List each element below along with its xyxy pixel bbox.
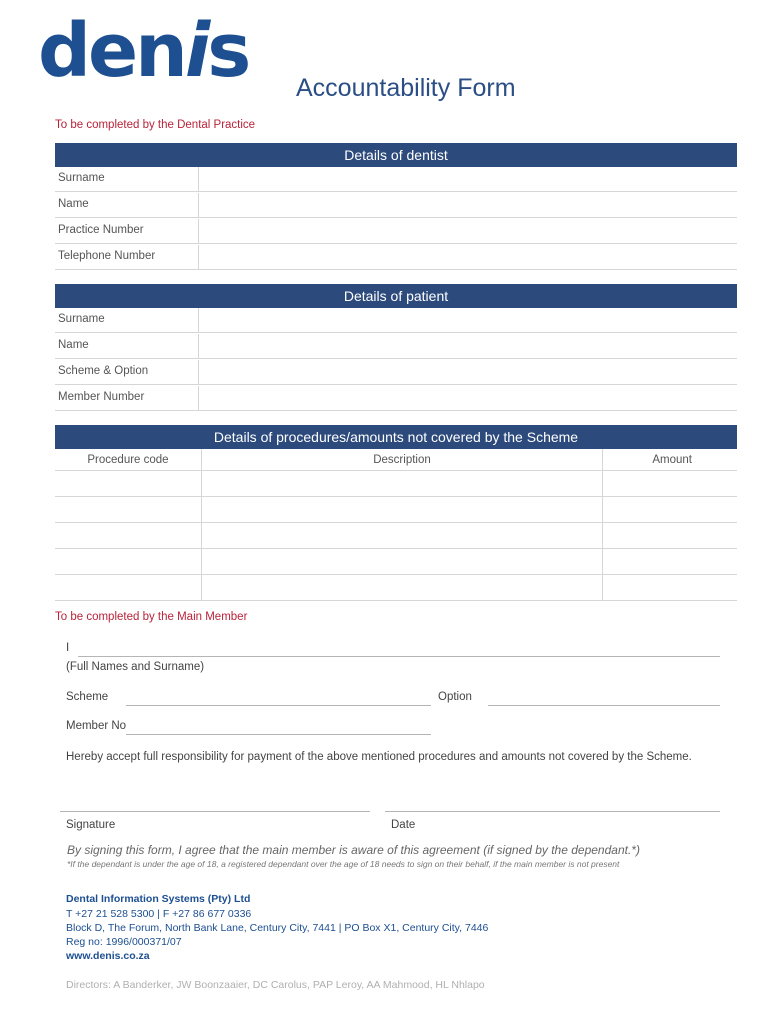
col-amount: Amount: [603, 449, 738, 471]
date-line[interactable]: [385, 811, 720, 812]
procedure-code-cell[interactable]: [55, 549, 202, 575]
description-cell[interactable]: [202, 523, 603, 549]
description-cell[interactable]: [202, 471, 603, 497]
field-label: Name: [58, 339, 89, 351]
scheme-label: Scheme: [66, 691, 109, 703]
company-website-link[interactable]: www.denis.co.za: [66, 950, 150, 962]
amount-cell[interactable]: [603, 575, 738, 601]
field-label: Telephone Number: [58, 250, 156, 262]
amount-cell[interactable]: [603, 549, 738, 575]
acceptance-text: Hereby accept full responsibility for payment of the above mentioned procedures and amounts not covered by the Scheme.: [66, 751, 692, 763]
patient-section-header: Details of patient: [55, 284, 737, 308]
form-title: Accountability Form: [296, 74, 516, 102]
full-names-label: (Full Names and Surname): [66, 661, 205, 673]
dentist-section-header: Details of dentist: [55, 143, 737, 167]
patient-name-row[interactable]: [55, 334, 737, 359]
field-label: Surname: [58, 172, 105, 184]
patient-surname-row[interactable]: [55, 308, 737, 333]
agreement-statement: By signing this form, I agree that the main member is aware of this agreement (if signed by the dependant.*): [67, 843, 640, 857]
i-label: I: [66, 642, 70, 654]
description-cell[interactable]: [202, 497, 603, 523]
date-label: Date: [391, 819, 416, 831]
dentist-name-row[interactable]: [55, 193, 737, 218]
company-reg: Reg no: 1996/000371/07: [66, 936, 182, 948]
dentist-surname-row[interactable]: [55, 167, 737, 192]
directors-list: Directors: A Banderker, JW Boonzaaier, DC Carolus, PAP Leroy, AA Mahmood, HL Nhlapo: [66, 979, 485, 991]
option-label: Option: [438, 691, 472, 703]
company-name: Dental Information Systems (Pty) Ltd: [66, 893, 251, 905]
procedure-code-cell[interactable]: [55, 523, 202, 549]
procedure-code-cell[interactable]: [55, 497, 202, 523]
patient-member-number-row[interactable]: [55, 386, 737, 411]
table-row: [55, 497, 737, 523]
table-row: [55, 575, 737, 601]
scheme-line[interactable]: [126, 705, 431, 706]
field-label: Member Number: [58, 391, 145, 403]
denis-logo: denis: [38, 8, 249, 94]
table-row: [55, 471, 737, 497]
company-address: Block D, The Forum, North Bank Lane, Century City, 7441 | PO Box X1, Century City, 7446: [66, 922, 489, 934]
amount-cell[interactable]: [603, 471, 738, 497]
dependant-footnote: *If the dependant is under the age of 18, a registered dependant over the age of 18 needs to sign on their behalf, if the main member is not present: [67, 859, 620, 869]
procedures-table: [55, 449, 737, 601]
dentist-telephone-row[interactable]: [55, 245, 737, 270]
description-cell[interactable]: [202, 549, 603, 575]
col-description: Description: [202, 449, 603, 471]
field-label: Practice Number: [58, 224, 144, 236]
table-row: [55, 549, 737, 575]
amount-cell[interactable]: [603, 497, 738, 523]
member-no-line[interactable]: [126, 734, 431, 735]
patient-scheme-row[interactable]: [55, 360, 737, 385]
dentist-practice-number-row[interactable]: [55, 219, 737, 244]
company-phone: T +27 21 528 5300 | F +27 86 677 0336: [66, 908, 252, 920]
option-line[interactable]: [488, 705, 720, 706]
table-row: [55, 523, 737, 549]
signature-label: Signature: [66, 819, 116, 831]
description-cell[interactable]: [202, 575, 603, 601]
procedure-code-cell[interactable]: [55, 471, 202, 497]
amount-cell[interactable]: [603, 523, 738, 549]
member-no-label: Member No: [66, 720, 127, 732]
main-member-note: To be completed by the Main Member: [55, 611, 248, 623]
signature-line[interactable]: [60, 811, 370, 812]
field-label: Surname: [58, 313, 105, 325]
practice-note: To be completed by the Dental Practice: [55, 119, 256, 131]
procedure-code-cell[interactable]: [55, 575, 202, 601]
full-name-line[interactable]: [78, 656, 720, 657]
col-procedure-code: Procedure code: [55, 449, 202, 471]
field-label: Name: [58, 198, 89, 210]
field-label: Scheme & Option: [58, 365, 149, 377]
procedures-section-header: Details of procedures/amounts not covered by the Scheme: [55, 425, 737, 449]
